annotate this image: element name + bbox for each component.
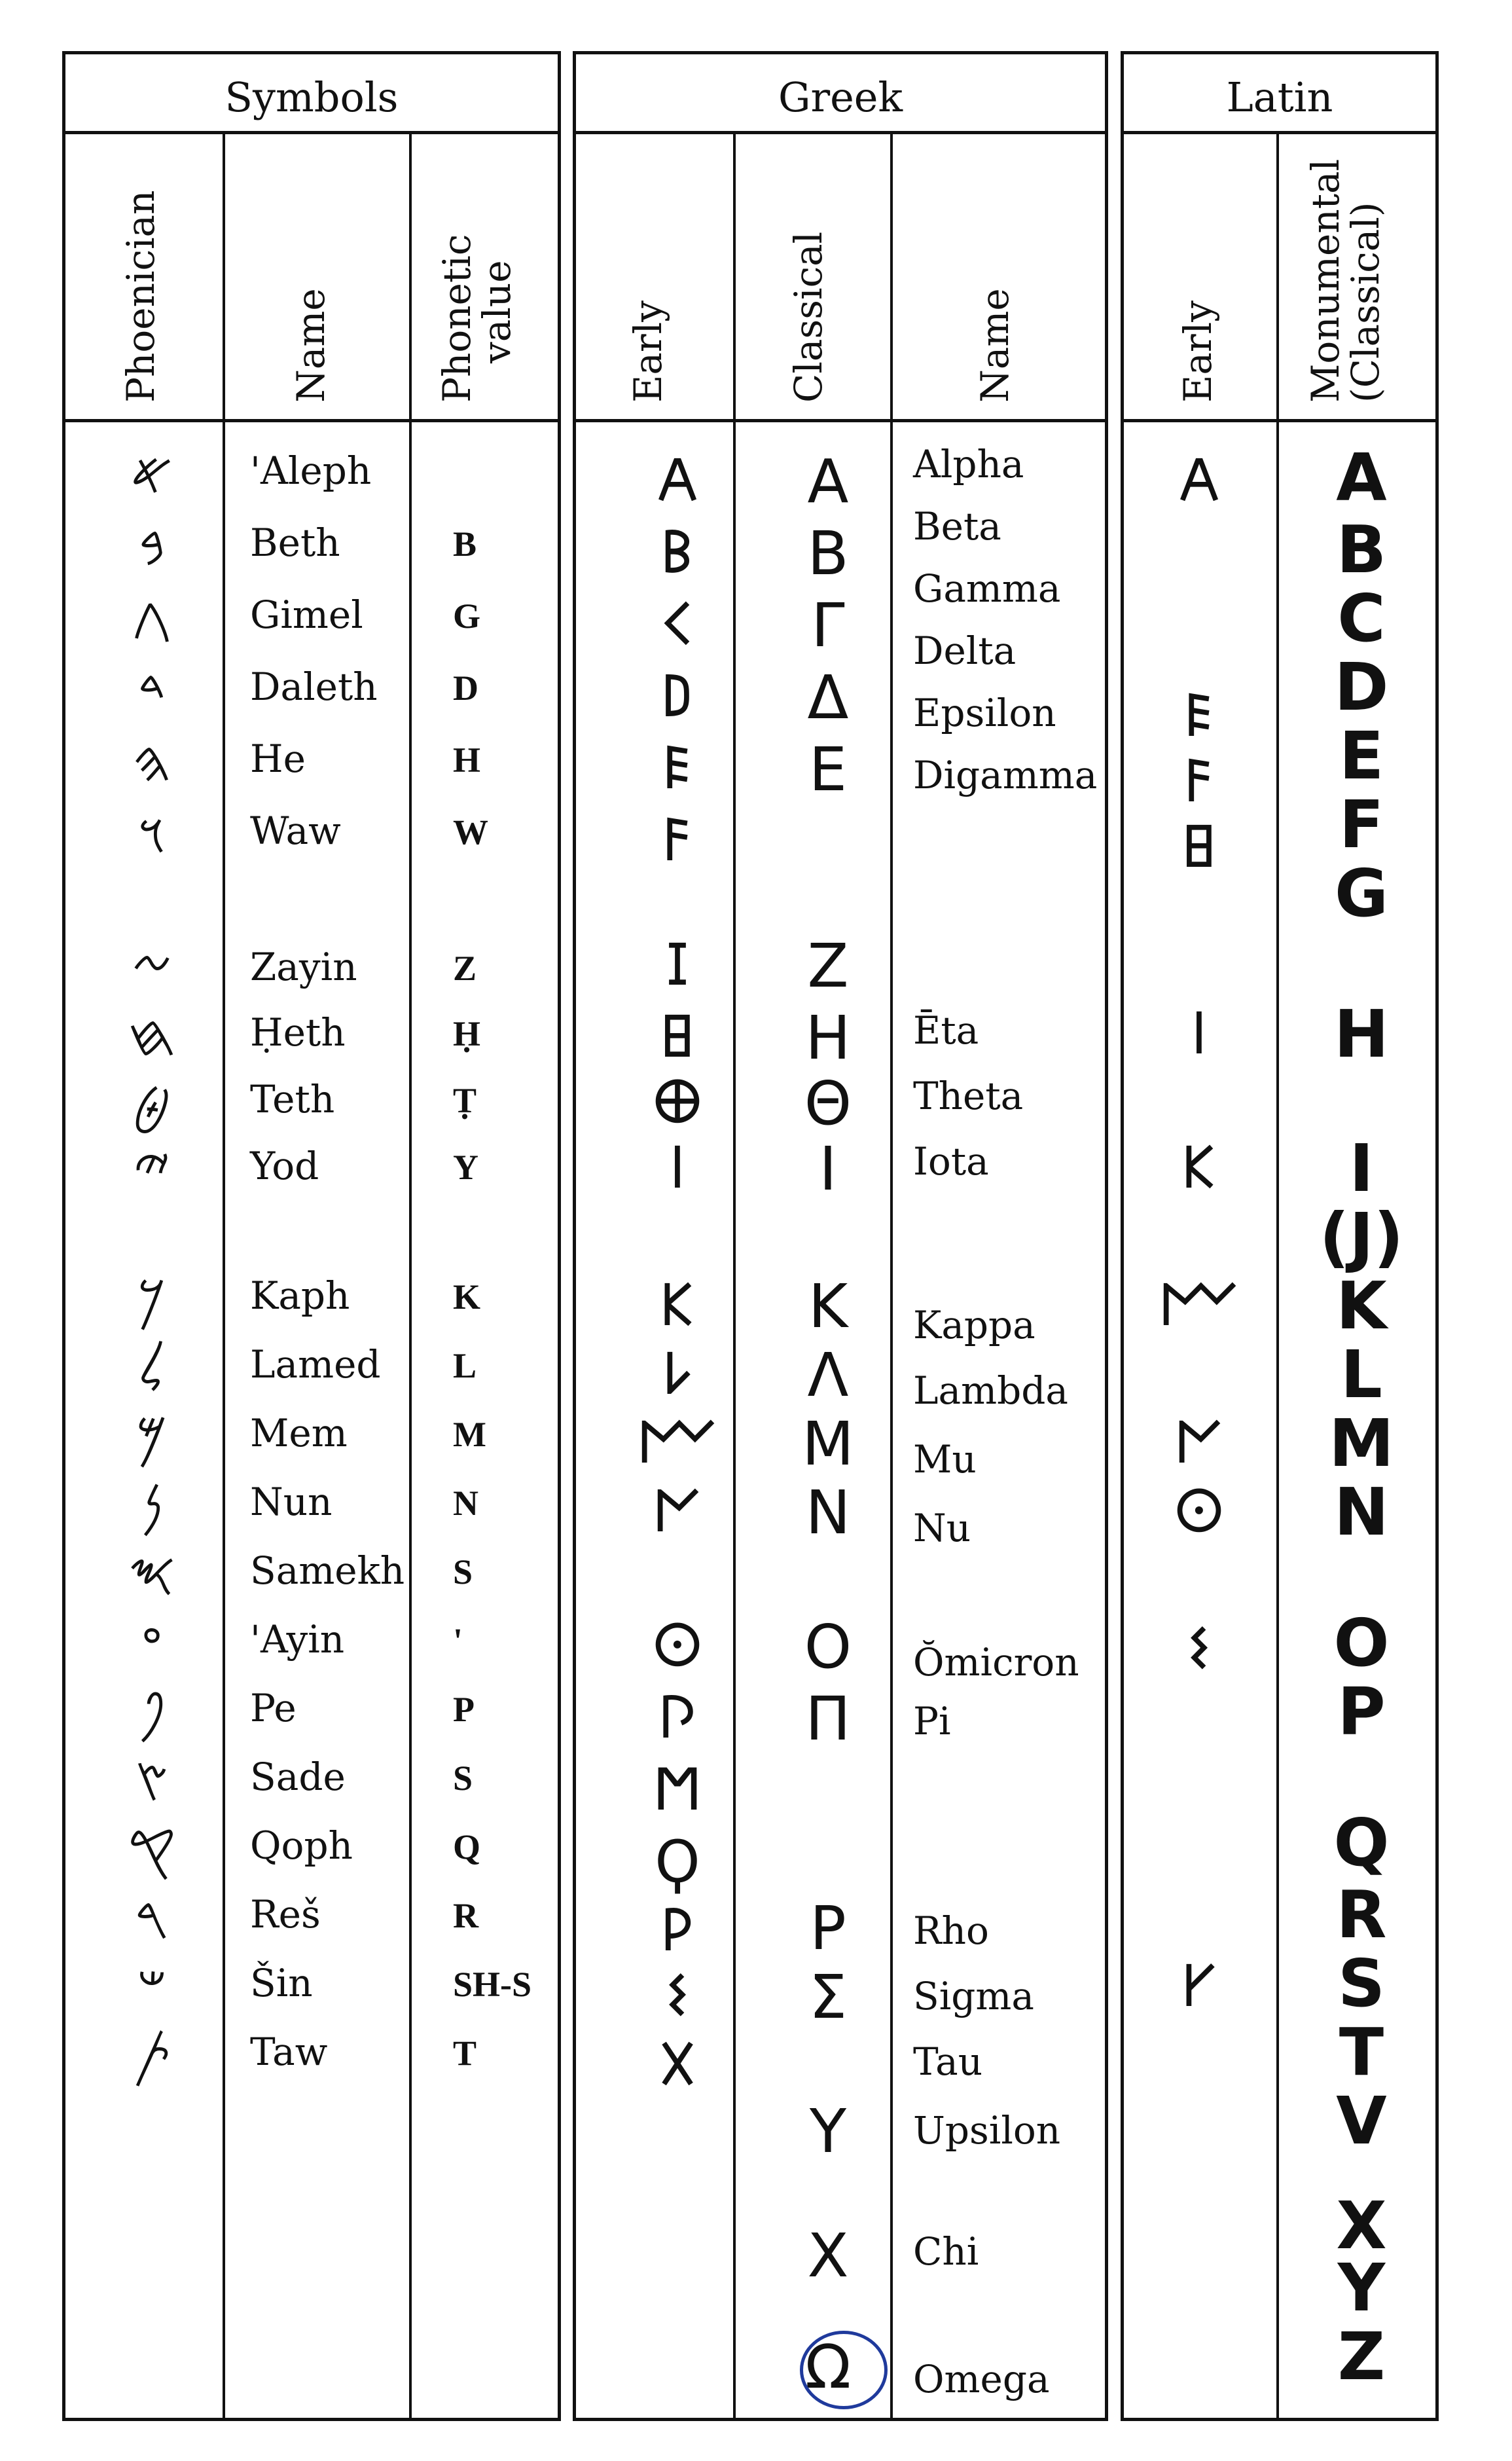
greek-early-glyph: 𐌆 bbox=[664, 931, 691, 998]
greek-letter-name: Mu bbox=[913, 1437, 977, 1482]
phonetic-value: Z bbox=[453, 949, 477, 988]
phoenician-glyph: 𐤍 bbox=[141, 1471, 163, 1539]
phoenician-glyph: 𐤑 bbox=[135, 1746, 169, 1814]
greek-letter-name: Tau bbox=[913, 2039, 983, 2084]
phoenician-name: Lamed bbox=[250, 1342, 381, 1387]
phoenician-name: Taw bbox=[250, 2030, 328, 2074]
phoenician-glyph: 𐤁 bbox=[138, 512, 166, 579]
greek-letter-name: Kappa bbox=[913, 1303, 1035, 1347]
phoenician-glyph: 𐤕 bbox=[132, 2021, 171, 2088]
latin-monumental-letter: R bbox=[1336, 1876, 1387, 1953]
header-monumental-line1: Monumental bbox=[1303, 158, 1348, 403]
latin-monumental-letter: D bbox=[1334, 649, 1389, 725]
column-divider bbox=[223, 131, 225, 2421]
latin-monumental-letter: F bbox=[1339, 786, 1384, 863]
greek-letter-name: Pi bbox=[913, 1699, 951, 1743]
column-header-divider bbox=[1121, 419, 1439, 422]
greek-early-glyph: 𐌐 bbox=[657, 1684, 698, 1751]
greek-early-glyph: 𐌗 bbox=[657, 2031, 698, 2098]
phonetic-value: ' bbox=[453, 1621, 463, 1660]
greek-letter-name: Delta bbox=[913, 629, 1017, 673]
greek-early-glyph: 𐌋 bbox=[661, 1340, 694, 1408]
greek-classical-glyph: Σ bbox=[808, 1962, 848, 2032]
latin-early-glyph: 𐌌 bbox=[1158, 1271, 1240, 1339]
latin-monumental-letter: O bbox=[1333, 1605, 1390, 1681]
phoenician-glyph: 𐤓 bbox=[134, 1884, 170, 1951]
phoenician-name: Gimel bbox=[250, 592, 363, 637]
greek-letter-name: Iota bbox=[913, 1139, 989, 1184]
phoenician-name: 'Ayin bbox=[250, 1617, 345, 1662]
phoenician-glyph: 𐤆 bbox=[131, 936, 173, 1004]
phoenician-name: Ḥeth bbox=[250, 1010, 346, 1055]
phoenician-name: Waw bbox=[250, 809, 341, 853]
greek-letter-name: Lambda bbox=[913, 1368, 1068, 1413]
phonetic-value: K bbox=[453, 1277, 481, 1317]
header-phoenician: Phoenician bbox=[118, 190, 163, 403]
greek-letter-name: Digamma bbox=[913, 753, 1098, 797]
greek-early-glyph: 𐌍 bbox=[652, 1478, 703, 1545]
greek-early-glyph: 𐌃 bbox=[660, 663, 695, 730]
greek-letter-name: Gamma bbox=[913, 566, 1061, 611]
header-phonetic-value bbox=[437, 234, 517, 403]
phoenician-glyph: 𐤌 bbox=[135, 1402, 168, 1470]
phoenician-glyph: 𐤉 bbox=[133, 1135, 171, 1203]
phonetic-value: D bbox=[453, 668, 478, 708]
latin-monumental-letter: C bbox=[1337, 580, 1386, 657]
phonetic-value: S bbox=[453, 1759, 473, 1798]
greek-classical-glyph: Χ bbox=[807, 2221, 849, 2291]
greek-early-glyph: 𐌀 bbox=[655, 447, 700, 514]
phoenician-glyph: 𐤄 bbox=[132, 728, 171, 795]
header-phonetic-line2: value bbox=[474, 260, 519, 363]
header-divider bbox=[1121, 131, 1439, 134]
greek-classical-glyph: Π bbox=[805, 1684, 851, 1754]
greek-early-glyph: 𐌈 bbox=[651, 1068, 704, 1136]
latin-monumental-letter: K bbox=[1336, 1267, 1387, 1344]
phoenician-name: Nun bbox=[250, 1480, 333, 1524]
phoenician-glyph: 𐤏 bbox=[141, 1609, 163, 1676]
phoenician-name: Reš bbox=[250, 1892, 321, 1937]
latin-early-glyph: 𐌖 bbox=[1180, 1952, 1218, 2020]
greek-classical-glyph: Β bbox=[807, 519, 849, 589]
phonetic-value: R bbox=[453, 1896, 478, 1935]
latin-monumental-letter: E bbox=[1339, 718, 1384, 794]
latin-early-glyph: 𐌊 bbox=[1180, 1134, 1218, 1201]
greek-classical-glyph: Ω bbox=[804, 2332, 852, 2402]
phoenician-glyph: 𐤀 bbox=[130, 440, 173, 507]
greek-letter-name: Ēta bbox=[913, 1008, 979, 1053]
greek-classical-glyph: Α bbox=[807, 447, 849, 517]
phoenician-glyph: 𐤃 bbox=[137, 656, 166, 723]
latin-early-glyph: 𐌍 bbox=[1174, 1409, 1225, 1476]
phoenician-name: Qoph bbox=[250, 1823, 353, 1868]
phoenician-glyph: 𐤔 bbox=[137, 1952, 167, 2020]
latin-monumental-letter: L bbox=[1341, 1336, 1382, 1413]
latin-monumental-letter: (J) bbox=[1319, 1199, 1404, 1275]
greek-letter-name: Ŏmicron bbox=[913, 1640, 1079, 1685]
header-divider bbox=[573, 131, 1108, 134]
latin-early-glyph: 𐌏 bbox=[1173, 1478, 1225, 1545]
latin-monumental-letter: P bbox=[1337, 1673, 1386, 1750]
greek-letter-name: Omega bbox=[913, 2357, 1050, 2401]
greek-letter-name: Upsilon bbox=[913, 2108, 1061, 2153]
phonetic-value: P bbox=[453, 1690, 475, 1729]
phoenician-name: He bbox=[250, 737, 306, 781]
column-divider bbox=[409, 131, 412, 2421]
phonetic-value: B bbox=[453, 524, 477, 564]
column-header-divider bbox=[62, 419, 561, 422]
phoenician-glyph: 𐤇 bbox=[128, 1002, 176, 1069]
phoenician-name: Sade bbox=[250, 1755, 346, 1799]
column-header-divider bbox=[573, 419, 1108, 422]
latin-monumental-letter: S bbox=[1337, 1945, 1386, 2022]
phonetic-value: SH-S bbox=[453, 1965, 532, 2004]
phonetic-value: Y bbox=[453, 1148, 478, 1187]
greek-classical-glyph: Λ bbox=[807, 1340, 849, 1410]
latin-early-glyph: 𐌅 bbox=[1183, 748, 1215, 815]
latin-monumental-letter: Q bbox=[1333, 1804, 1390, 1881]
greek-letter-name: Rho bbox=[913, 1908, 989, 1953]
greek-classical-glyph: Ρ bbox=[810, 1893, 846, 1963]
greek-early-glyph: 𐌔 bbox=[664, 1962, 691, 2030]
greek-classical-glyph: Ν bbox=[805, 1478, 851, 1548]
header-name: Name bbox=[289, 288, 333, 403]
latin-monumental-letter: X bbox=[1336, 2187, 1387, 2264]
latin-monumental-letter: N bbox=[1334, 1474, 1389, 1550]
phoenician-name: Teth bbox=[250, 1077, 335, 1121]
greek-early-glyph: 𐌏 bbox=[651, 1612, 704, 1679]
phoenician-glyph: 𐤊 bbox=[137, 1265, 166, 1332]
greek-letter-name: Beta bbox=[913, 504, 1001, 549]
latin-early-glyph: 𐌉 bbox=[1191, 1000, 1208, 1067]
greek-classical-glyph: Η bbox=[805, 1003, 851, 1073]
phonetic-value: N bbox=[453, 1484, 478, 1523]
greek-letter-name: Sigma bbox=[913, 1974, 1034, 2018]
greek-early-glyph: 𐌓 bbox=[660, 1897, 695, 1964]
latin-early-glyph: 𐌀 bbox=[1177, 447, 1221, 514]
greek-letter-name: Nu bbox=[913, 1506, 971, 1550]
phoenician-name: Beth bbox=[250, 520, 340, 565]
phoenician-glyph: 𐤐 bbox=[138, 1677, 166, 1745]
phoenician-name: Mem bbox=[250, 1411, 348, 1455]
phonetic-value: S bbox=[453, 1552, 473, 1592]
phonetic-value: L bbox=[453, 1346, 477, 1385]
phoenician-glyph: 𐤅 bbox=[137, 800, 166, 867]
greek-classical-glyph: Γ bbox=[811, 591, 845, 661]
greek-classical-glyph: Ζ bbox=[807, 931, 849, 1001]
phonetic-value: H bbox=[453, 740, 481, 780]
phoenician-name: 'Aleph bbox=[250, 448, 372, 493]
phoenician-glyph: 𐤈 bbox=[132, 1068, 171, 1136]
greek-early-glyph: 𐌉 bbox=[669, 1134, 686, 1201]
latin-monumental-letter: V bbox=[1336, 2083, 1387, 2159]
greek-early-glyph: Ϻ bbox=[653, 1756, 702, 1823]
phoenician-name: Yod bbox=[250, 1144, 319, 1188]
latin-monumental-letter: A bbox=[1336, 439, 1387, 516]
greek-classical-glyph: Ι bbox=[819, 1134, 837, 1204]
omega-highlight-circle bbox=[800, 2331, 888, 2409]
latin-monumental-letter: H bbox=[1334, 996, 1389, 1072]
phoenician-name: Šin bbox=[250, 1961, 313, 2005]
greek-letter-name: Theta bbox=[913, 1074, 1024, 1118]
phoenician-name: Pe bbox=[250, 1686, 297, 1730]
header-greek-early: Early bbox=[626, 301, 670, 403]
greek-letter-name: Chi bbox=[913, 2229, 979, 2274]
greek-classical-glyph: Ο bbox=[804, 1612, 852, 1682]
greek-classical-glyph: Δ bbox=[807, 663, 849, 733]
header-latin-monumental bbox=[1303, 158, 1388, 403]
greek-letter-name: Epsilon bbox=[913, 691, 1056, 735]
greek-early-glyph: 𐌊 bbox=[658, 1271, 696, 1339]
latin-monumental-letter: M bbox=[1329, 1405, 1394, 1482]
column-divider bbox=[1276, 131, 1279, 2421]
greek-early-glyph: 𐌌 bbox=[636, 1409, 719, 1476]
greek-early-glyph: 𐌂 bbox=[661, 591, 694, 658]
group-title-symbols: Symbols bbox=[225, 73, 399, 121]
latin-monumental-letter: B bbox=[1336, 511, 1387, 588]
greek-classical-glyph: Θ bbox=[804, 1068, 852, 1139]
greek-early-glyph: 𐌅 bbox=[661, 807, 694, 874]
header-monumental-line2: (Classical) bbox=[1342, 202, 1388, 403]
latin-monumental-letter: Y bbox=[1337, 2250, 1386, 2326]
phoenician-glyph: 𐤋 bbox=[138, 1334, 166, 1401]
group-title-greek: Greek bbox=[778, 73, 903, 121]
latin-monumental-letter: G bbox=[1334, 855, 1389, 932]
latin-monumental-letter: T bbox=[1339, 2014, 1384, 2090]
phonetic-value: Ṭ bbox=[453, 1081, 477, 1120]
greek-classical-glyph: Μ bbox=[802, 1409, 854, 1479]
phonetic-value: Ḥ bbox=[453, 1014, 481, 1053]
latin-early-glyph: 𐌄 bbox=[1183, 682, 1215, 750]
phonetic-value: T bbox=[453, 2033, 477, 2073]
header-greek-name: Name bbox=[973, 288, 1017, 403]
phonetic-value: M bbox=[453, 1415, 486, 1454]
latin-early-glyph: 𐌔 bbox=[1186, 1615, 1212, 1683]
header-latin-early: Early bbox=[1176, 301, 1220, 403]
phoenician-name: Kaph bbox=[250, 1273, 350, 1318]
phoenician-name: Daleth bbox=[250, 665, 378, 709]
greek-early-glyph: 𐌄 bbox=[661, 735, 694, 802]
greek-early-glyph: 𐌁 bbox=[660, 519, 695, 586]
phonetic-value: W bbox=[453, 812, 488, 852]
phoenician-name: Samekh bbox=[250, 1548, 405, 1593]
latin-monumental-letter: I bbox=[1349, 1130, 1374, 1207]
group-title-latin: Latin bbox=[1226, 73, 1333, 121]
greek-classical-glyph: Κ bbox=[808, 1271, 848, 1341]
header-greek-classical: Classical bbox=[786, 231, 831, 403]
greek-letter-name: Alpha bbox=[913, 442, 1024, 486]
header-phonetic-line1: Phonetic bbox=[435, 234, 479, 403]
greek-classical-glyph: Ε bbox=[808, 735, 848, 805]
greek-early-glyph: 𐌇 bbox=[659, 1003, 696, 1070]
phoenician-glyph: 𐤒 bbox=[128, 1815, 176, 1882]
phoenician-glyph: 𐤂 bbox=[132, 584, 172, 651]
latin-monumental-letter: Z bbox=[1337, 2318, 1386, 2395]
greek-classical-glyph: Υ bbox=[809, 2096, 847, 2166]
phonetic-value: Q bbox=[453, 1827, 481, 1867]
header-divider bbox=[62, 131, 561, 134]
phoenician-name: Zayin bbox=[250, 945, 357, 989]
greek-early-glyph: Ϙ bbox=[655, 1828, 700, 1895]
latin-early-glyph: 𐌇 bbox=[1181, 813, 1217, 881]
phoenician-glyph: 𐤎 bbox=[128, 1540, 176, 1607]
phonetic-value: G bbox=[453, 596, 481, 636]
